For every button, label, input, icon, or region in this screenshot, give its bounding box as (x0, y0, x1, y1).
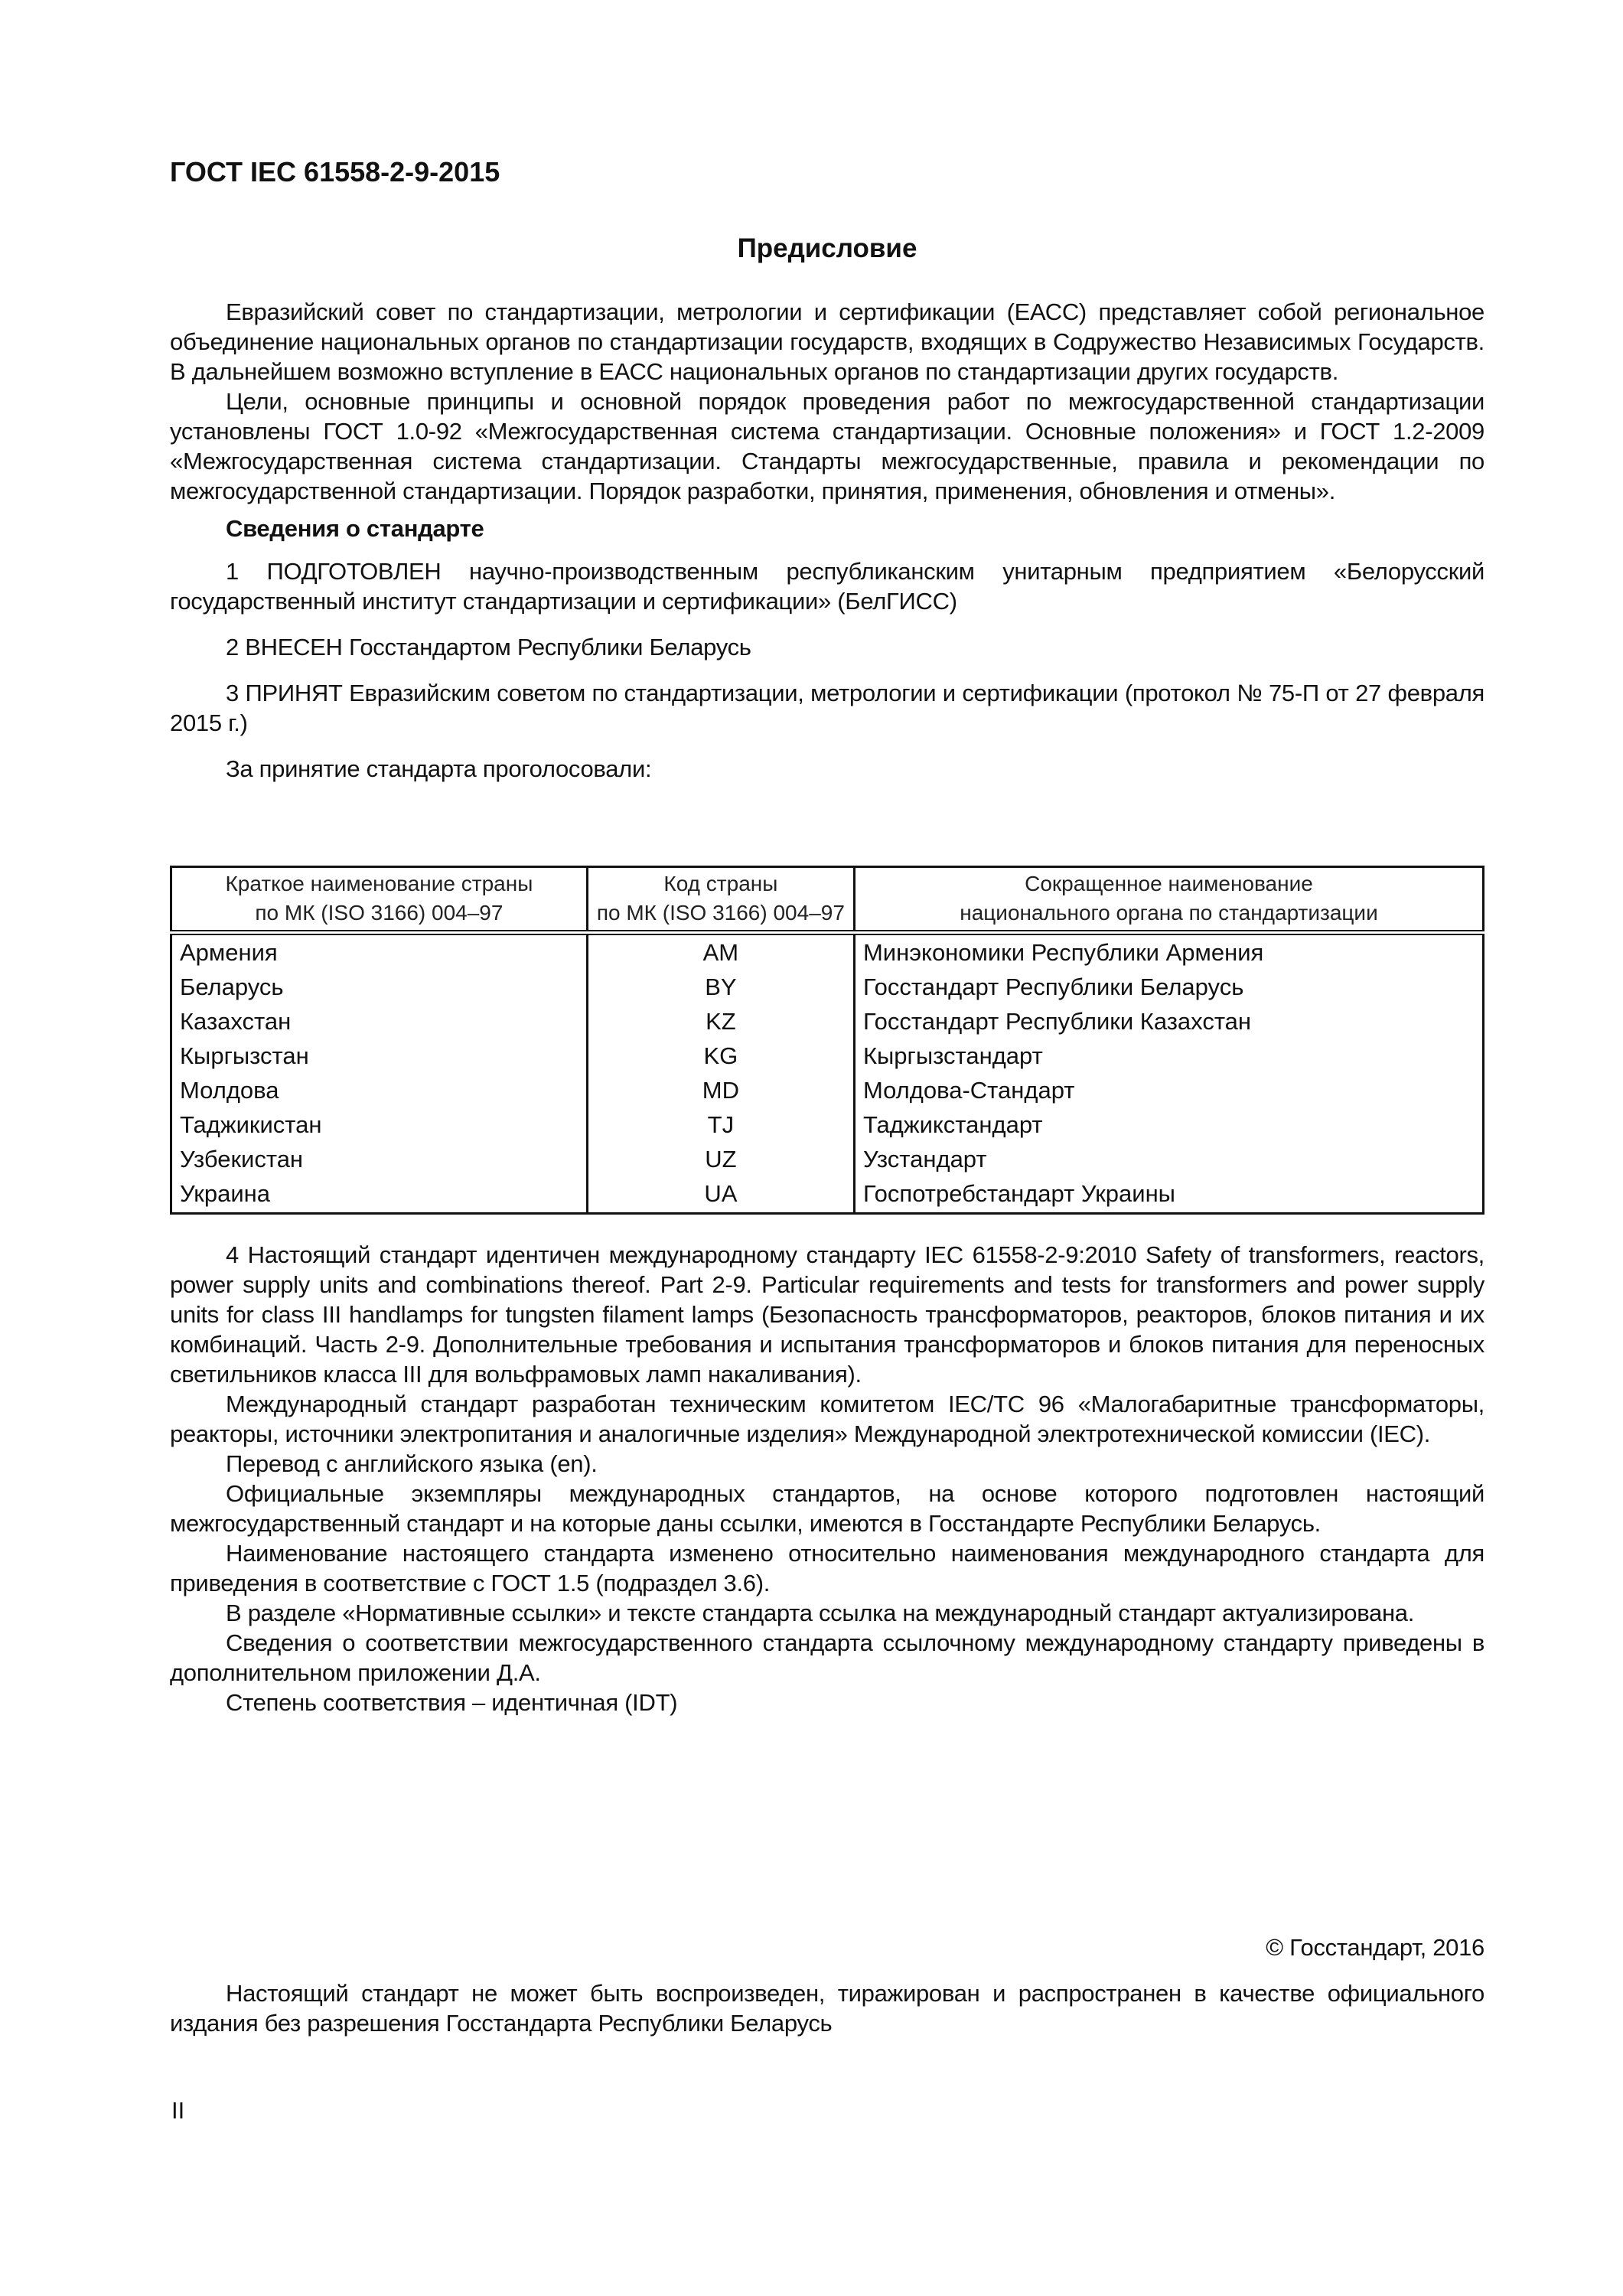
cell-country: Молдова (171, 1073, 588, 1107)
item-submitted: 2 ВНЕСЕН Госстандартом Республики Беларусь (226, 634, 751, 660)
cell-standards-body: Таджикстандарт (854, 1107, 1483, 1142)
paragraph-references: В разделе «Нормативные ссылки» и тексте стандарта ссылка на международный стандарт актуализирована. (226, 1600, 1415, 1626)
doc-code: ГОСТ IEC 61558-2-9-2015 (170, 156, 500, 188)
cell-country: Таджикистан (171, 1107, 588, 1142)
page-number: II (171, 2097, 185, 2124)
section-title: Предисловие (737, 233, 917, 263)
voted-label: За принятие стандарта проголосовали: (226, 755, 652, 782)
paragraph-conformity-degree: Степень соответствия – идентичная (IDT) (226, 1689, 678, 1716)
cell-standards-body: Узстандарт (854, 1142, 1483, 1176)
cell-code: MD (587, 1073, 854, 1107)
table-row (171, 970, 1484, 1004)
reproduction-notice: Настоящий стандарт не может быть воспроизведен, тиражирован и распространен в качестве официального издания без разрешения Госстандарта Республики Беларусь (170, 1980, 1484, 2037)
info-heading: Сведения о стандарте (226, 515, 484, 542)
table-row (171, 1073, 1484, 1107)
table-row (171, 1107, 1484, 1142)
cell-code: UA (587, 1176, 854, 1214)
paragraph-conformity-info: Сведения о соответствии межгосударственного стандарта ссылочному международному стандарту приведены в дополнительном приложении Д.А. (170, 1629, 1484, 1686)
table-header-row (171, 867, 1484, 933)
table-row (171, 1142, 1484, 1176)
foreword-intro (170, 297, 1484, 784)
paragraph-goals: Цели, основные принципы и основной порядок проведения работ по межгосударственной стандартизации установлены ГОСТ 1.0-92 «Межгосударственная система стандартизации. Основные положения» и ГОСТ 1.2-2009 «Межгосударственная система стандартизации. Стандарты межгосударственные, правила и рекомендации по межгосударственной стандартизации. Порядок разработки, принятия, применения, обновления и отмены». (170, 388, 1484, 504)
cell-standards-body: Минэкономики Республики Армения (854, 933, 1483, 970)
paragraph-name-changed: Наименование настоящего стандарта изменено относительно наименования международного стандарта для приведения в соответствие с ГОСТ 1.5 (подраздел 3.6). (170, 1540, 1484, 1596)
cell-country: Украина (171, 1176, 588, 1214)
cell-standards-body: Госстандарт Республики Беларусь (854, 970, 1483, 1004)
cell-country: Армения (171, 933, 588, 970)
item-prepared: 1 ПОДГОТОВЛЕН научно-производственным республиканским унитарным предприятием «Белорусский государственный институт стандартизации и сертификации» (БелГИСС) (170, 558, 1484, 615)
cell-code: UZ (587, 1142, 854, 1176)
cell-standards-body: Молдова-Стандарт (854, 1073, 1483, 1107)
table-row (171, 1176, 1484, 1214)
header-standards-body: Сокращенное наименование национального органа по стандартизации (854, 867, 1483, 933)
cell-standards-body: Госпотребстандарт Украины (854, 1176, 1483, 1214)
paragraph-eass: Евразийский совет по стандартизации, метрологии и сертификации (ЕАСС) представляет собой региональное объединение национальных органов по стандартизации государств, входящих в Содружество Независимых Государств. В дальнейшем возможно вступление в ЕАСС национальных органов по стандартизации других государств. (170, 298, 1484, 385)
paragraph-official-copies: Официальные экземпляры международных стандартов, на основе которого подготовлен настоящий межгосударственный стандарт и на которые даны ссылки, имеются в Госстандарте Республики Беларусь. (170, 1480, 1484, 1537)
header-country: Краткое наименование страны по МК (ISO 3166) 004–97 (171, 867, 588, 933)
footer-block (170, 1932, 1484, 2038)
header-code: Код страны по МК (ISO 3166) 004–97 (587, 867, 854, 933)
cell-code: KG (587, 1039, 854, 1073)
cell-country: Узбекистан (171, 1142, 588, 1176)
cell-country: Кыргызстан (171, 1039, 588, 1073)
cell-code: TJ (587, 1107, 854, 1142)
cell-code: AM (587, 933, 854, 970)
cell-code: KZ (587, 1004, 854, 1039)
table-row (171, 1004, 1484, 1039)
cell-code: BY (587, 970, 854, 1004)
cell-standards-body: Кыргызстандарт (854, 1039, 1483, 1073)
cell-country: Казахстан (171, 1004, 588, 1039)
cell-standards-body: Госстандарт Республики Казахстан (854, 1004, 1483, 1039)
item-adopted: 3 ПРИНЯТ Евразийским советом по стандартизации, метрологии и сертификации (протокол № 75-П от 27 февраля 2015 г.) (170, 680, 1484, 736)
voting-countries-table (170, 866, 1484, 1215)
paragraph-developed-by: Международный стандарт разработан техническим комитетом IEC/TC 96 «Малогабаритные трансформаторы, реакторы, источники электропитания и аналогичные изделия» Международной электротехнической комиссии (IEC). (170, 1391, 1484, 1447)
item-identical: 4 Настоящий стандарт идентичен международному стандарту IEC 61558-2-9:2010 Safety of transformers, reactors, power supply units and combinations thereof. Part 2-9. Particular requirements and tests for transformers and power supply units for class III handlamps for tungsten filament lamps (Безопасность трансформаторов, реакторов, блоков питания и их комбинаций. Часть 2-9. Дополнительные требования и испытания трансформаторов и блоков питания для переносных светильников класса III для вольфрамовых ламп накаливания). (170, 1241, 1484, 1388)
standard-details (170, 1240, 1484, 1717)
copyright: © Госстандарт, 2016 (1266, 1934, 1484, 1961)
table-row (171, 1039, 1484, 1073)
paragraph-translation: Перевод с английского языка (en). (226, 1450, 598, 1477)
cell-country: Беларусь (171, 970, 588, 1004)
table-row (171, 933, 1484, 970)
